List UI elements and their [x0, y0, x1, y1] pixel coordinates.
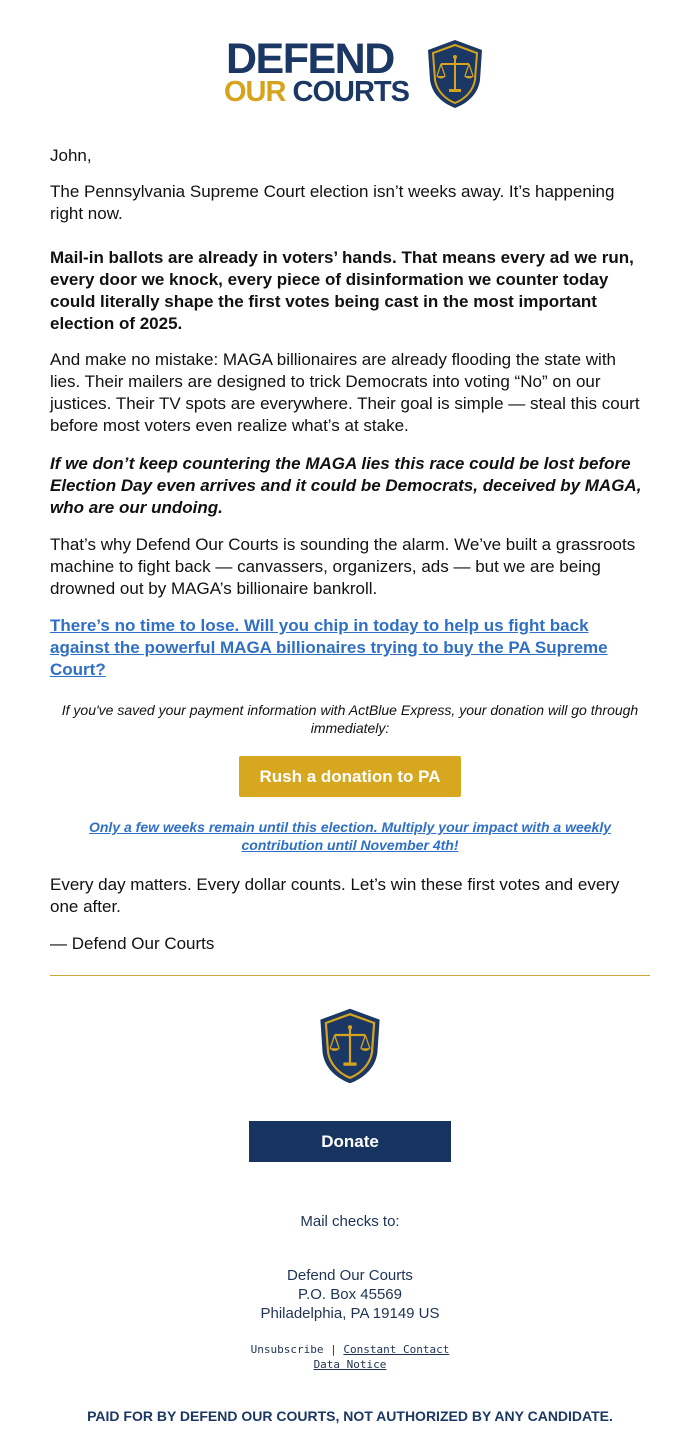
paragraph-mail-in-ballots: Mail-in ballots are already in voters’ hands. That means every ad we run, every door we knock, every piece of disinformation we counter today could literally shape the first votes being cast in the most important election of 2025. — [50, 248, 634, 333]
signoff: — Defend Our Courts — [50, 934, 215, 953]
data-notice-link[interactable]: Data Notice — [313, 1358, 387, 1371]
greeting: John, — [50, 146, 92, 165]
paid-for-disclaimer: PAID FOR BY DEFEND OUR COURTS, NOT AUTHORIZED BY ANY CANDIDATE. — [87, 1408, 613, 1424]
logo-word-defend: DEFEND — [226, 35, 394, 83]
paragraph-sounding-alarm: That’s why Defend Our Courts is sounding the alarm. We’ve built a grassroots machine to fight back — canvassers, organizers, ads — but we are being drowned out by MAGA’s billionaire bankroll. — [50, 535, 636, 598]
logo-word-courts: COURTS — [292, 76, 409, 108]
rush-donation-button[interactable]: Rush a donation to PA — [239, 756, 461, 797]
divider — [50, 975, 650, 976]
defend-our-courts-logo[interactable] — [222, 35, 486, 114]
address-po-box: P.O. Box 45569 — [298, 1286, 402, 1303]
weekly-contribution-link[interactable]: Only a few weeks remain until this election. Multiply your impact with a weekly contribution until November 4th! — [88, 819, 612, 853]
logo-word-our: OUR — [224, 76, 286, 108]
paragraph-maga-billionaires: And make no mistake: MAGA billionaires are already flooding the state with lies. Their mailers are designed to trick Democrats into voting “No” on our justices. Their TV spots are everywhere. Their goal is simple — steal this court before most voters even realize what’s at stake. — [50, 350, 640, 435]
mail-checks-label: Mail checks to: — [300, 1213, 400, 1230]
shield-scales-icon — [316, 1005, 384, 1087]
paragraph-every-day-matters: Every day matters. Every dollar counts. Let’s win these first votes and every one after. — [50, 875, 620, 916]
donate-button[interactable]: Donate — [249, 1121, 451, 1162]
paragraph-warning: If we don’t keep countering the MAGA lies this race could be lost before Election Day even arrives and it could be Democrats, deceived by MAGA, who are our undoing. — [50, 454, 642, 517]
address-city: Philadelphia, PA 19149 US — [260, 1305, 440, 1322]
address-org-name: Defend Our Courts — [287, 1267, 413, 1284]
donation-cta-paragraph — [50, 615, 650, 681]
logo-word-our-courts — [224, 76, 409, 108]
donation-cta-link[interactable]: There’s no time to lose. Will you chip in today to help us fight back against the powerful MAGA billionaires trying to buy the PA Supreme Court? — [50, 616, 608, 679]
paragraph-intro: The Pennsylvania Supreme Court election isn’t weeks away. It’s happening right now. — [50, 182, 615, 223]
shield-scales-icon — [424, 38, 486, 110]
footer-data-notice-row — [0, 1357, 700, 1372]
unsubscribe-link[interactable]: Unsubscribe — [250, 1343, 324, 1356]
actblue-express-note: If you've saved your payment information with ActBlue Express, your donation will go through immediately: — [61, 702, 639, 736]
constant-contact-link[interactable]: Constant Contact — [343, 1343, 450, 1356]
link-separator: | — [330, 1343, 337, 1356]
footer-links-row — [0, 1342, 700, 1357]
